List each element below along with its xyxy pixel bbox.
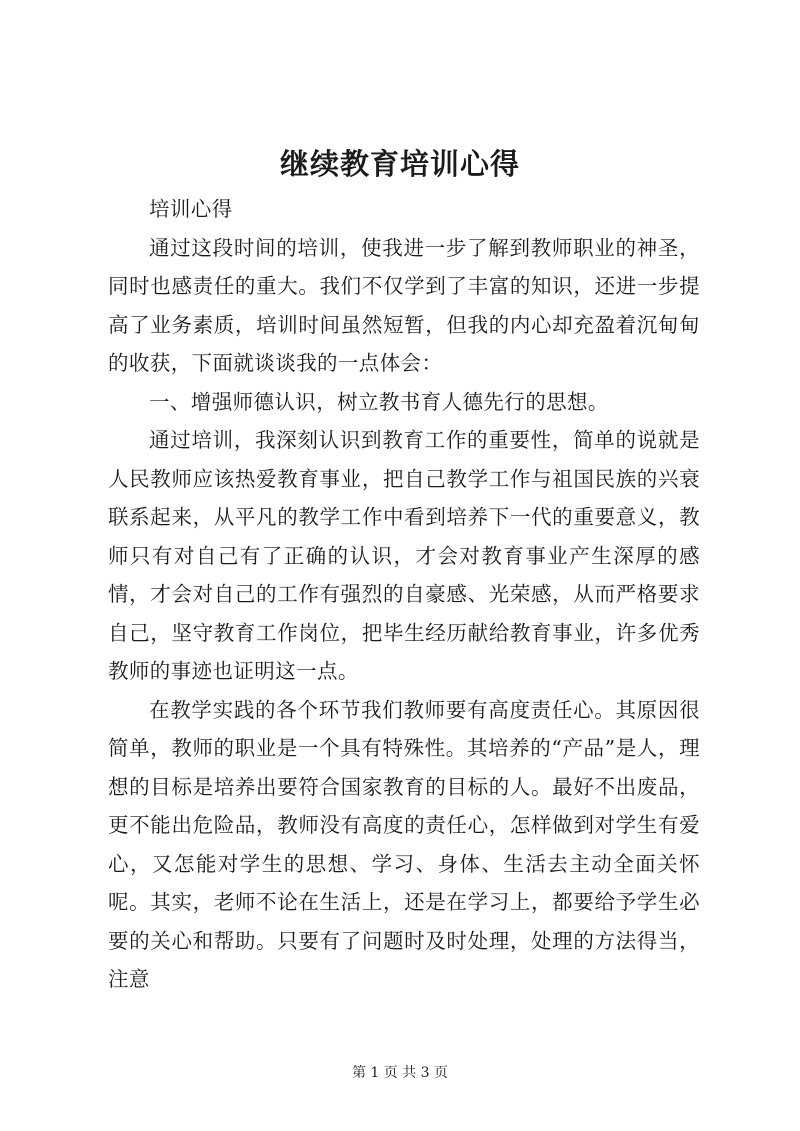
paragraph-intro: 通过这段时间的培训，使我进一步了解到教师职业的神圣，同时也感责任的重大。我们不仅学到了丰富的知识，还进一步提高了业务素质，培训时间虽然短暂，但我的内心却充盈着沉甸甸的收获，下面就谈谈我的一点体会： [108, 235, 700, 375]
document-title: 继续教育培训心得 [279, 147, 520, 181]
document-body [108, 190, 700, 999]
paragraph-section-heading: 一、增强师德认识，树立教书育人德先行的思想。 [149, 389, 609, 414]
paragraph-body: 通过培训，我深刻认识到教育工作的重要性，简单的说就是人民教师应该热爱教育事业，把自己教学工作与祖国民族的兴衰联系起来，从平凡的教学工作中看到培养下一代的重要意义，教师只有对自己有了正确的认识，才会对教育事业产生深厚的感情，才会对自己的工作有强烈的自豪感、光荣感，从而严格要求自己，坚守教育工作岗位，把毕生经历献给教育事业，许多优秀教师的事迹也证明这一点。 [108, 428, 700, 683]
page-footer: 第 1 页 共 3 页 [351, 1065, 449, 1081]
paragraph-body: 在教学实践的各个环节我们教师要有高度责任心。其原因很简单，教师的职业是一个具有特殊性。其培养的“产品”是人，理想的目标是培养出要符合国家教育的目标的人。最好不出废品，更不能出危险品，教师没有高度的责任心，怎样做到对学生有爱心，又怎能对学生的思想、学习、身体、生活去主动全面关怀呢。其实，老师不论在生活上，还是在学习上，都要给予学生必要的关心和帮助。只要有了问题时及时处理，处理的方法得当，注意 [108, 697, 700, 991]
paragraph-heading: 培训心得 [149, 197, 233, 221]
